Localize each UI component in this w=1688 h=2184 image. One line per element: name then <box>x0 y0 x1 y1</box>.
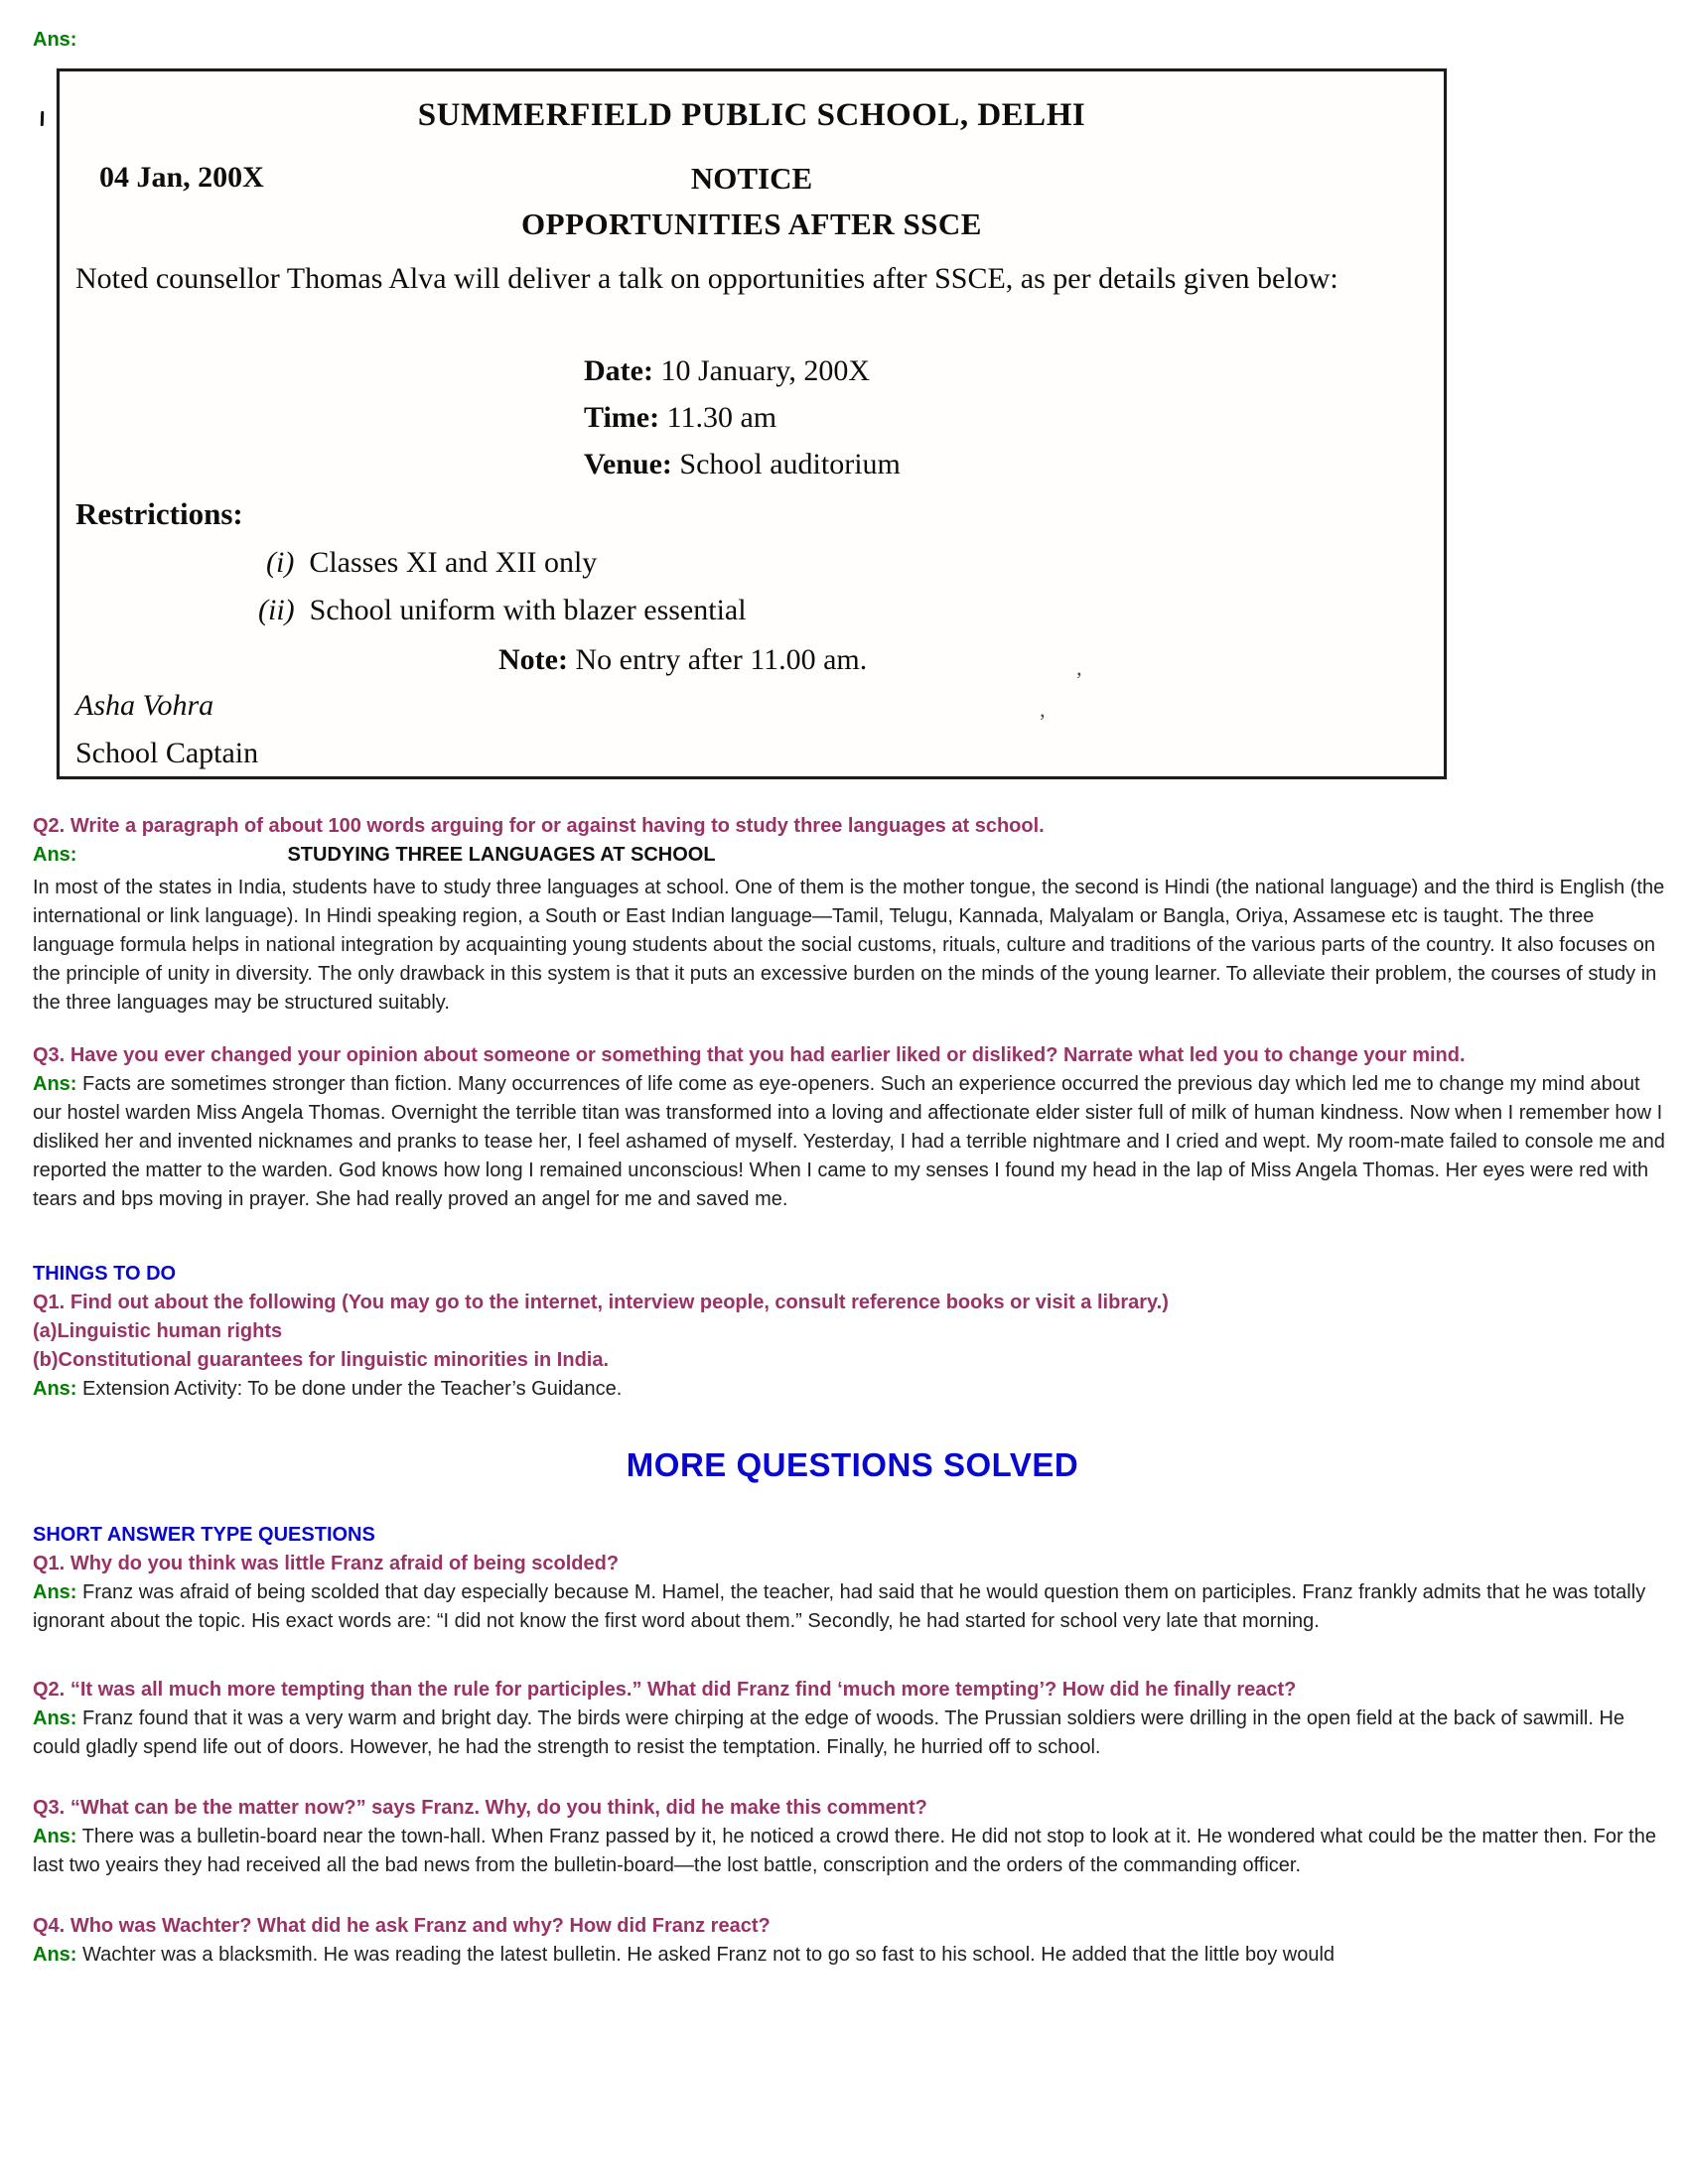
qa-block-short-4 <box>33 1912 1672 1970</box>
section-heading: SHORT ANSWER TYPE QUESTIONS <box>33 1524 375 1546</box>
qa-block-short-3 <box>33 1794 1672 1880</box>
notice-date-line <box>584 347 901 394</box>
answer-text: Franz found that it was a very warm and bright day. The birds were chirping at the edge of woods. The Prussian soldiers were drilling in the open field at the back of sawmill. He could gladly spend life out of doors. However, he had the strength to resist the temptation. Finally, he hurried off to school. <box>33 1707 1625 1758</box>
notice-scan <box>57 68 1447 779</box>
question-label: Q2. <box>33 815 66 837</box>
question-label: Q3. <box>33 1044 66 1066</box>
notice-title: OPPORTUNITIES AFTER SSCE <box>521 206 982 241</box>
question-text: Have you ever changed your opinion about someone or something that you had earlier liked or disliked? Narrate what led you to change your mind. <box>70 1044 1466 1066</box>
answer-paragraph <box>33 1375 1669 1404</box>
answer-paragraph <box>33 1070 1669 1214</box>
qa-block-short-1 <box>33 1550 1672 1636</box>
answer-paragraph <box>33 1705 1669 1762</box>
question-label: Q4. <box>33 1915 66 1937</box>
notice-signatory-title: School Captain <box>75 737 259 769</box>
restriction-2-marker: (ii) <box>258 594 295 626</box>
answer-title: STUDYING THREE LANGUAGES AT SCHOOL <box>287 844 716 866</box>
answer-text: Wachter was a blacksmith. He was reading the latest bulletin. He asked Franz not to go so fast to his school. He added that the little boy would <box>82 1944 1336 1966</box>
things-to-do-section <box>33 1260 1672 1404</box>
notice-signatory-name: Asha Vohra <box>75 689 214 722</box>
question-text: “It was all much more tempting than the rule for participles.” What did Franz find ‘much more tempting’? How did he finally react? <box>70 1679 1297 1701</box>
list-item-a: (a)Linguistic human rights <box>33 1320 283 1342</box>
question-label: Q2. <box>33 1679 66 1701</box>
notice-venue-label: Venue: <box>584 448 672 480</box>
answer-text: There was a bulletin-board near the town-hall. When Franz passed by it, he noticed a crowd there. He did not stop to look at it. He wondered what could be the matter then. For the last two yeairs they had received all the bad news from the bulletin-board—the lost battle, conscription and the orders of the commanding officer. <box>33 1826 1656 1876</box>
question-text: Who was Wachter? What did he ask Franz and why? How did Franz react? <box>70 1915 771 1937</box>
question-heading <box>33 1912 1602 1941</box>
question-heading <box>33 1794 1602 1823</box>
question-label: Q1. <box>33 1553 66 1574</box>
question-heading <box>33 1289 1602 1317</box>
notice-issue-date: 04 Jan, 200X <box>99 161 264 194</box>
section-heading: THINGS TO DO <box>33 1263 177 1285</box>
answer-paragraph <box>33 1941 1669 1970</box>
qa-block-short-2 <box>33 1676 1672 1762</box>
question-text: Write a paragraph of about 100 words arguing for or against having to study three languages at school. <box>70 815 1045 837</box>
scan-artifact-speck: ’ <box>1039 709 1047 734</box>
notice-time-line <box>584 394 901 441</box>
qa-block-writing-q3 <box>33 1041 1672 1214</box>
question-label: Q1. <box>33 1292 66 1313</box>
answer-text: Franz was afraid of being scolded that day especially because M. Hamel, the teacher, had said that he would question them on participles. Franz frankly admits that he was totally ignorant about the topic. His exact words are: “I did not know the first word about them.” Secondly, he had started for school very late that morning. <box>33 1581 1646 1632</box>
restriction-2-text: School uniform with blazer essential <box>309 594 747 626</box>
question-text: Why do you think was little Franz afraid of being scolded? <box>70 1553 620 1574</box>
restriction-1-text: Classes XI and XII only <box>309 546 598 579</box>
top-answer-line <box>33 26 1672 55</box>
answer-paragraph: In most of the states in India, students have to study three languages at school. One of them is the mother tongue, the second is Hindi (the national language) and the third is English (the international or link language). In Hindi speaking region, a South or East Indian language—Tamil, Telugu, Kannada, Malyalam or Bangla, Oriya, Assamese etc is taught. The three language formula helps in national integration by acquainting young students about the social customs, rituals, culture and traditions of the various parts of the country. It also focuses on the principle of unity in diversity. The only drawback in this system is that it puts an excessive burden on the minds of the young learner. To alleviate their problem, the courses of study in the three languages may be structured suitably. <box>33 877 1665 1014</box>
notice-note-value: No entry after 11.00 am. <box>575 643 868 676</box>
scan-artifact-tick <box>41 111 45 126</box>
answer-text: Facts are sometimes stronger than fiction. Many occurrences of life come as eye-openers. Such an experience occurred the previous day which led me to change my mind about our hostel warden Miss Angela Thomas. Overnight the terrible titan was transformed into a loving and affectionate elder sister full of milk of human kindness. Now when I remember how I disliked her and invented nicknames and pranks to tease her, I feel ashamed of myself. Yesterday, I had a terrible nightmare and I cried and wept. My room-mate failed to console me and reported the matter to the warden. God knows how long I remained unconscious! When I came to my senses I found my head in the lap of Miss Angela Thomas. Her eyes were red with tears and bps moving in prayer. She had really proved an angel for me and saved me. <box>33 1073 1665 1210</box>
restriction-1-marker: (i) <box>266 546 295 579</box>
notice-time-label: Time: <box>584 401 660 434</box>
notice-note-line <box>498 643 867 677</box>
ans-label: Ans: <box>33 1378 77 1400</box>
question-heading <box>33 1676 1602 1705</box>
notice-date-value: 10 January, 200X <box>660 354 870 387</box>
list-item-b: (b)Constitutional guarantees for linguistic minorities in India. <box>33 1349 610 1371</box>
question-heading <box>33 1041 1602 1070</box>
notice-body: Noted counsellor Thomas Alva will deliver a talk on opportunities after SSCE, as per details given below: <box>75 262 1338 295</box>
qa-block-writing-q2 <box>33 812 1672 1018</box>
question-heading <box>33 1550 1602 1578</box>
notice-details-block <box>584 347 901 487</box>
ans-label: Ans: <box>33 29 77 51</box>
question-text: “What can be the matter now?” says Franz. Why, do you think, did he make this comment? <box>70 1797 927 1819</box>
ans-label: Ans: <box>33 1581 77 1603</box>
notice-doc-type: NOTICE <box>690 161 813 196</box>
ans-label: Ans: <box>33 1073 77 1095</box>
notice-venue-value: School auditorium <box>679 448 901 480</box>
ans-label: Ans: <box>33 1707 77 1729</box>
page-title: MORE QUESTIONS SOLVED <box>626 1446 1079 1483</box>
answer-paragraph <box>33 1823 1669 1880</box>
answer-text: Extension Activity: To be done under the Teacher’s Guidance. <box>82 1378 623 1400</box>
notice-venue-line <box>584 441 901 487</box>
answer-title-line <box>33 841 1672 870</box>
notice-date-label: Date: <box>584 354 653 387</box>
question-text: Find out about the following (You may go to the internet, interview people, consult reference books or visit a library.) <box>70 1292 1169 1313</box>
notice-restriction-1 <box>266 546 597 580</box>
ans-label: Ans: <box>33 844 77 866</box>
notice-note-label: Note: <box>498 643 568 676</box>
question-heading <box>33 812 1602 841</box>
notice-time-value: 11.30 am <box>666 401 777 434</box>
ans-label: Ans: <box>33 1826 77 1847</box>
scan-artifact-speck: ’ <box>1075 667 1083 692</box>
notice-school-name: SUMMERFIELD PUBLIC SCHOOL, DELHI <box>417 97 1086 133</box>
question-label: Q3. <box>33 1797 66 1819</box>
answer-paragraph <box>33 1578 1669 1636</box>
notice-restrictions-heading: Restrictions: <box>75 496 243 531</box>
ans-label: Ans: <box>33 1944 77 1966</box>
notice-restriction-2 <box>258 594 747 627</box>
